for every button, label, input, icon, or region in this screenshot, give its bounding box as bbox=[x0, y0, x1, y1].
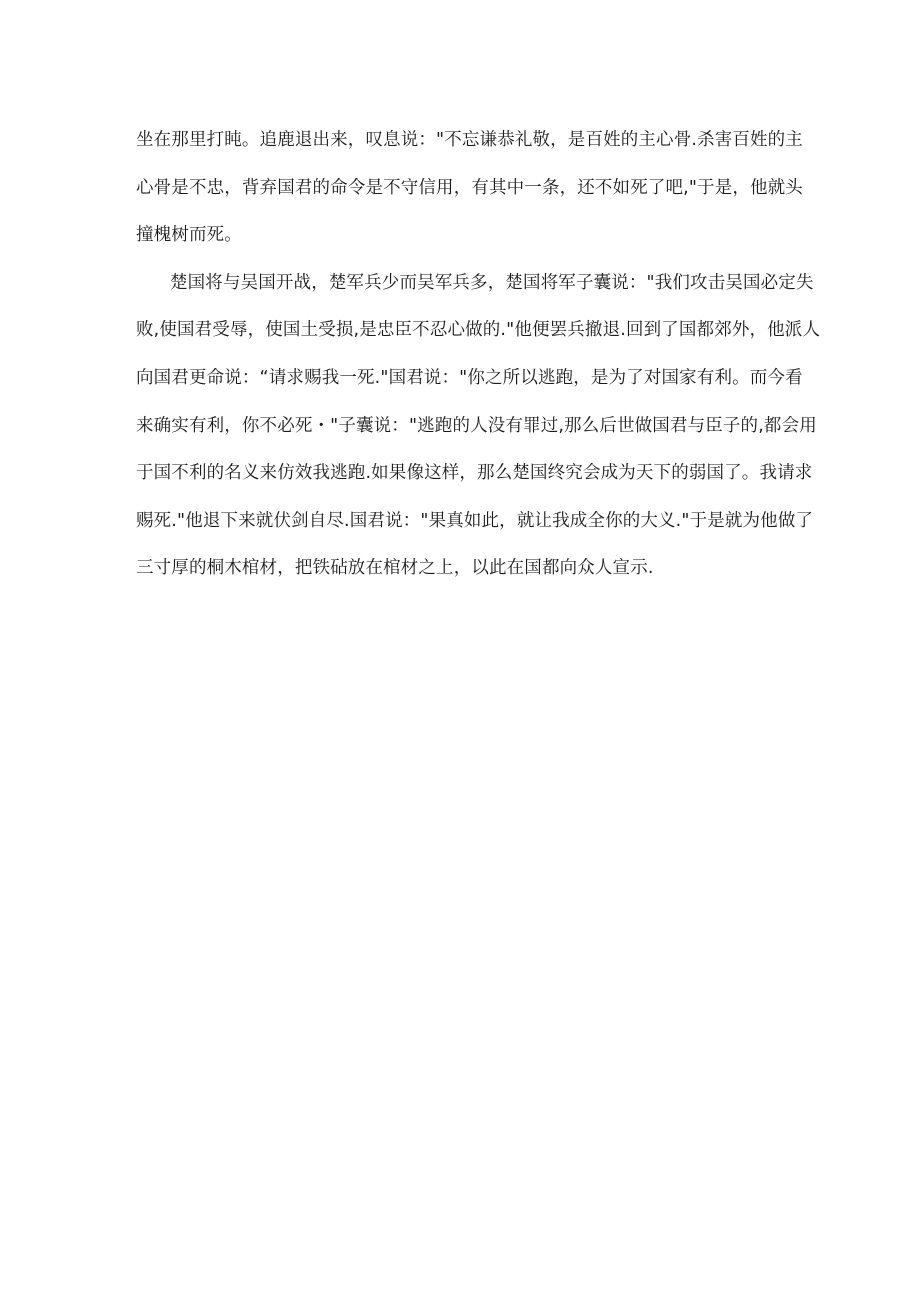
paragraph-line: 赐死."他退下来就伏剑自尽.国君说："果真如此，就让我成全你的大义."于是就为他做了 bbox=[136, 510, 814, 531]
document-body bbox=[136, 121, 821, 597]
paragraph-line: 心骨是不忠，背弃国君的命令是不守信用，有其中一条，还不如死了吧,"于是，他就头 bbox=[136, 177, 803, 198]
paragraph-line: 三寸厚的桐木棺材，把铁砧放在棺材之上，以此在国都向众人宣示. bbox=[136, 558, 654, 579]
paragraph-line: 来确实有利，你不必死・"子囊说："逃跑的人没有罪过,那么后世做国君与臣子的,都会用 bbox=[136, 415, 817, 436]
paragraph-line: 撞槐树而死。 bbox=[136, 225, 242, 246]
paragraph-line: 坐在那里打盹。追鹿退出来，叹息说："不忘谦恭礼敬，是百姓的主心骨.杀害百姓的主 bbox=[136, 130, 803, 150]
paragraph-line: 败,使国君受辱，使国土受损,是忠臣不忍心做的."他便罢兵撤退.回到了国都郊外，他派人 bbox=[136, 320, 821, 341]
paragraph-line: 楚国将与吴国开战，楚军兵少而吴军兵多，楚国将军子囊说："我们攻击吴国必定失 bbox=[170, 272, 814, 293]
paragraph-2 bbox=[136, 264, 821, 597]
paragraph-line: 于国不利的名义来仿效我逃跑.如果像这样，那么楚国终究会成为天下的弱国了。我请求 bbox=[136, 463, 813, 484]
paragraph-line: 向国君更命说：“请求赐我一死."国君说："你之所以逃跑，是为了对国家有利。而今看 bbox=[136, 367, 803, 388]
paragraph-1 bbox=[136, 121, 803, 264]
